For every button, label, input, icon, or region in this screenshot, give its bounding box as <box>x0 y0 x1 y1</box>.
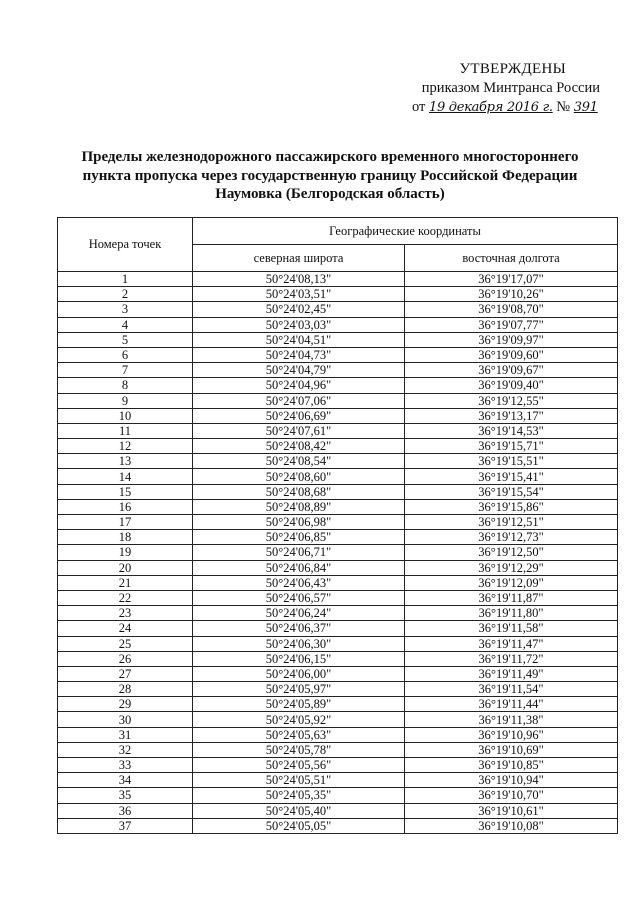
longitude-cell: 36°19'10,70" <box>405 788 618 803</box>
header-point-numbers: Номера точек <box>58 218 193 272</box>
longitude-cell: 36°19'10,26" <box>405 287 618 302</box>
point-number-cell: 28 <box>58 682 193 697</box>
longitude-cell: 36°19'11,87" <box>405 590 618 605</box>
point-number-cell: 9 <box>58 393 193 408</box>
longitude-cell: 36°19'12,51" <box>405 515 618 530</box>
table-row <box>58 408 618 423</box>
table-row <box>58 484 618 499</box>
longitude-cell: 36°19'11,47" <box>405 636 618 651</box>
table-row <box>58 272 618 287</box>
point-number-cell: 3 <box>58 302 193 317</box>
latitude-cell: 50°24'06,69" <box>193 408 405 423</box>
table-row <box>58 393 618 408</box>
table-row <box>58 742 618 757</box>
table-row <box>58 773 618 788</box>
point-number-cell: 12 <box>58 439 193 454</box>
latitude-cell: 50°24'05,51" <box>193 773 405 788</box>
point-number-cell: 32 <box>58 742 193 757</box>
longitude-cell: 36°19'17,07" <box>405 272 618 287</box>
latitude-cell: 50°24'05,89" <box>193 697 405 712</box>
approval-title: УТВЕРЖДЕНЫ <box>459 61 566 77</box>
table-row <box>58 545 618 560</box>
latitude-cell: 50°24'06,30" <box>193 636 405 651</box>
longitude-cell: 36°19'09,40" <box>405 378 618 393</box>
table-row <box>58 363 618 378</box>
table-row <box>58 423 618 438</box>
latitude-cell: 50°24'06,37" <box>193 621 405 636</box>
approval-date-line <box>412 98 602 117</box>
longitude-cell: 36°19'10,08" <box>405 818 618 833</box>
table-row <box>58 758 618 773</box>
table-row <box>58 454 618 469</box>
table-row <box>58 530 618 545</box>
table-row <box>58 621 618 636</box>
longitude-cell: 36°19'07,77" <box>405 317 618 332</box>
latitude-cell: 50°24'05,05" <box>193 818 405 833</box>
longitude-cell: 36°19'15,54" <box>405 484 618 499</box>
longitude-cell: 36°19'13,17" <box>405 408 618 423</box>
latitude-cell: 50°24'04,51" <box>193 332 405 347</box>
latitude-cell: 50°24'05,78" <box>193 742 405 757</box>
latitude-cell: 50°24'06,71" <box>193 545 405 560</box>
point-number-cell: 22 <box>58 590 193 605</box>
point-number-cell: 19 <box>58 545 193 560</box>
table-row <box>58 332 618 347</box>
longitude-cell: 36°19'10,69" <box>405 742 618 757</box>
latitude-cell: 50°24'06,84" <box>193 560 405 575</box>
longitude-cell: 36°19'12,29" <box>405 560 618 575</box>
point-number-cell: 21 <box>58 575 193 590</box>
latitude-cell: 50°24'02,45" <box>193 302 405 317</box>
latitude-cell: 50°24'05,97" <box>193 682 405 697</box>
point-number-cell: 17 <box>58 515 193 530</box>
longitude-cell: 36°19'12,09" <box>405 575 618 590</box>
header-north-latitude: северная широта <box>193 245 405 272</box>
longitude-cell: 36°19'08,70" <box>405 302 618 317</box>
longitude-cell: 36°19'15,41" <box>405 469 618 484</box>
table-row <box>58 818 618 833</box>
longitude-cell: 36°19'15,86" <box>405 499 618 514</box>
table-row <box>58 590 618 605</box>
table-row <box>58 378 618 393</box>
point-number-cell: 26 <box>58 651 193 666</box>
latitude-cell: 50°24'08,42" <box>193 439 405 454</box>
longitude-cell: 36°19'11,80" <box>405 606 618 621</box>
table-row <box>58 697 618 712</box>
point-number-cell: 18 <box>58 530 193 545</box>
longitude-cell: 36°19'09,67" <box>405 363 618 378</box>
point-number-cell: 4 <box>58 317 193 332</box>
table-row <box>58 651 618 666</box>
longitude-cell: 36°19'09,60" <box>405 347 618 362</box>
latitude-cell: 50°24'06,00" <box>193 666 405 681</box>
point-number-cell: 33 <box>58 758 193 773</box>
point-number-cell: 24 <box>58 621 193 636</box>
header-east-longitude: восточная долгота <box>405 245 618 272</box>
longitude-cell: 36°19'12,50" <box>405 545 618 560</box>
approval-number-handwritten: 391 <box>573 100 598 115</box>
longitude-cell: 36°19'14,53" <box>405 423 618 438</box>
table-row <box>58 803 618 818</box>
latitude-cell: 50°24'08,60" <box>193 469 405 484</box>
table-row <box>58 606 618 621</box>
latitude-cell: 50°24'07,61" <box>193 423 405 438</box>
table-row <box>58 727 618 742</box>
point-number-cell: 16 <box>58 499 193 514</box>
approval-number-label: № <box>556 99 571 115</box>
table-row <box>58 666 618 681</box>
latitude-cell: 50°24'05,92" <box>193 712 405 727</box>
latitude-cell: 50°24'06,98" <box>193 515 405 530</box>
point-number-cell: 29 <box>58 697 193 712</box>
longitude-cell: 36°19'10,96" <box>405 727 618 742</box>
longitude-cell: 36°19'12,73" <box>405 530 618 545</box>
table-row <box>58 515 618 530</box>
table-row <box>58 302 618 317</box>
point-number-cell: 30 <box>58 712 193 727</box>
point-number-cell: 14 <box>58 469 193 484</box>
table-row <box>58 439 618 454</box>
point-number-cell: 8 <box>58 378 193 393</box>
point-number-cell: 2 <box>58 287 193 302</box>
point-number-cell: 15 <box>58 484 193 499</box>
latitude-cell: 50°24'08,68" <box>193 484 405 499</box>
document-title: Пределы железнодорожного пассажирского временного многостороннего пункта пропуска через государственную границу Российской Федерации Наумовка (Белгородская область) <box>81 149 579 202</box>
longitude-cell: 36°19'11,44" <box>405 697 618 712</box>
latitude-cell: 50°24'05,35" <box>193 788 405 803</box>
header-geo-coordinates: Географические координаты <box>193 218 618 245</box>
point-number-cell: 31 <box>58 727 193 742</box>
latitude-cell: 50°24'05,40" <box>193 803 405 818</box>
latitude-cell: 50°24'06,24" <box>193 606 405 621</box>
longitude-cell: 36°19'10,94" <box>405 773 618 788</box>
latitude-cell: 50°24'05,56" <box>193 758 405 773</box>
longitude-cell: 36°19'09,97" <box>405 332 618 347</box>
table-row <box>58 499 618 514</box>
table-row <box>58 317 618 332</box>
table-row <box>58 636 618 651</box>
approval-from-label: от <box>412 99 426 115</box>
point-number-cell: 10 <box>58 408 193 423</box>
coordinates-table <box>57 217 618 834</box>
table-row <box>58 469 618 484</box>
point-number-cell: 35 <box>58 788 193 803</box>
approval-date-handwritten: 19 декабря 2016 г. <box>429 100 553 115</box>
table-row <box>58 347 618 362</box>
longitude-cell: 36°19'11,72" <box>405 651 618 666</box>
latitude-cell: 50°24'03,03" <box>193 317 405 332</box>
point-number-cell: 36 <box>58 803 193 818</box>
point-number-cell: 25 <box>58 636 193 651</box>
longitude-cell: 36°19'11,54" <box>405 682 618 697</box>
latitude-cell: 50°24'07,06" <box>193 393 405 408</box>
point-number-cell: 6 <box>58 347 193 362</box>
longitude-cell: 36°19'11,58" <box>405 621 618 636</box>
table-row <box>58 575 618 590</box>
longitude-cell: 36°19'12,55" <box>405 393 618 408</box>
latitude-cell: 50°24'04,96" <box>193 378 405 393</box>
latitude-cell: 50°24'04,73" <box>193 347 405 362</box>
point-number-cell: 7 <box>58 363 193 378</box>
point-number-cell: 13 <box>58 454 193 469</box>
longitude-cell: 36°19'10,61" <box>405 803 618 818</box>
latitude-cell: 50°24'08,89" <box>193 499 405 514</box>
table-row <box>58 712 618 727</box>
table-row <box>58 287 618 302</box>
latitude-cell: 50°24'06,85" <box>193 530 405 545</box>
latitude-cell: 50°24'06,15" <box>193 651 405 666</box>
approval-block <box>412 60 602 117</box>
point-number-cell: 1 <box>58 272 193 287</box>
table-row <box>58 560 618 575</box>
latitude-cell: 50°24'06,57" <box>193 590 405 605</box>
point-number-cell: 34 <box>58 773 193 788</box>
point-number-cell: 20 <box>58 560 193 575</box>
table-row <box>58 682 618 697</box>
latitude-cell: 50°24'03,51" <box>193 287 405 302</box>
approval-order-line: приказом Минтранса России <box>421 80 600 96</box>
longitude-cell: 36°19'10,85" <box>405 758 618 773</box>
point-number-cell: 5 <box>58 332 193 347</box>
latitude-cell: 50°24'08,54" <box>193 454 405 469</box>
longitude-cell: 36°19'15,71" <box>405 439 618 454</box>
longitude-cell: 36°19'11,49" <box>405 666 618 681</box>
latitude-cell: 50°24'04,79" <box>193 363 405 378</box>
latitude-cell: 50°24'08,13" <box>193 272 405 287</box>
longitude-cell: 36°19'11,38" <box>405 712 618 727</box>
point-number-cell: 11 <box>58 423 193 438</box>
latitude-cell: 50°24'05,63" <box>193 727 405 742</box>
latitude-cell: 50°24'06,43" <box>193 575 405 590</box>
point-number-cell: 27 <box>58 666 193 681</box>
longitude-cell: 36°19'15,51" <box>405 454 618 469</box>
point-number-cell: 23 <box>58 606 193 621</box>
point-number-cell: 37 <box>58 818 193 833</box>
table-row <box>58 788 618 803</box>
